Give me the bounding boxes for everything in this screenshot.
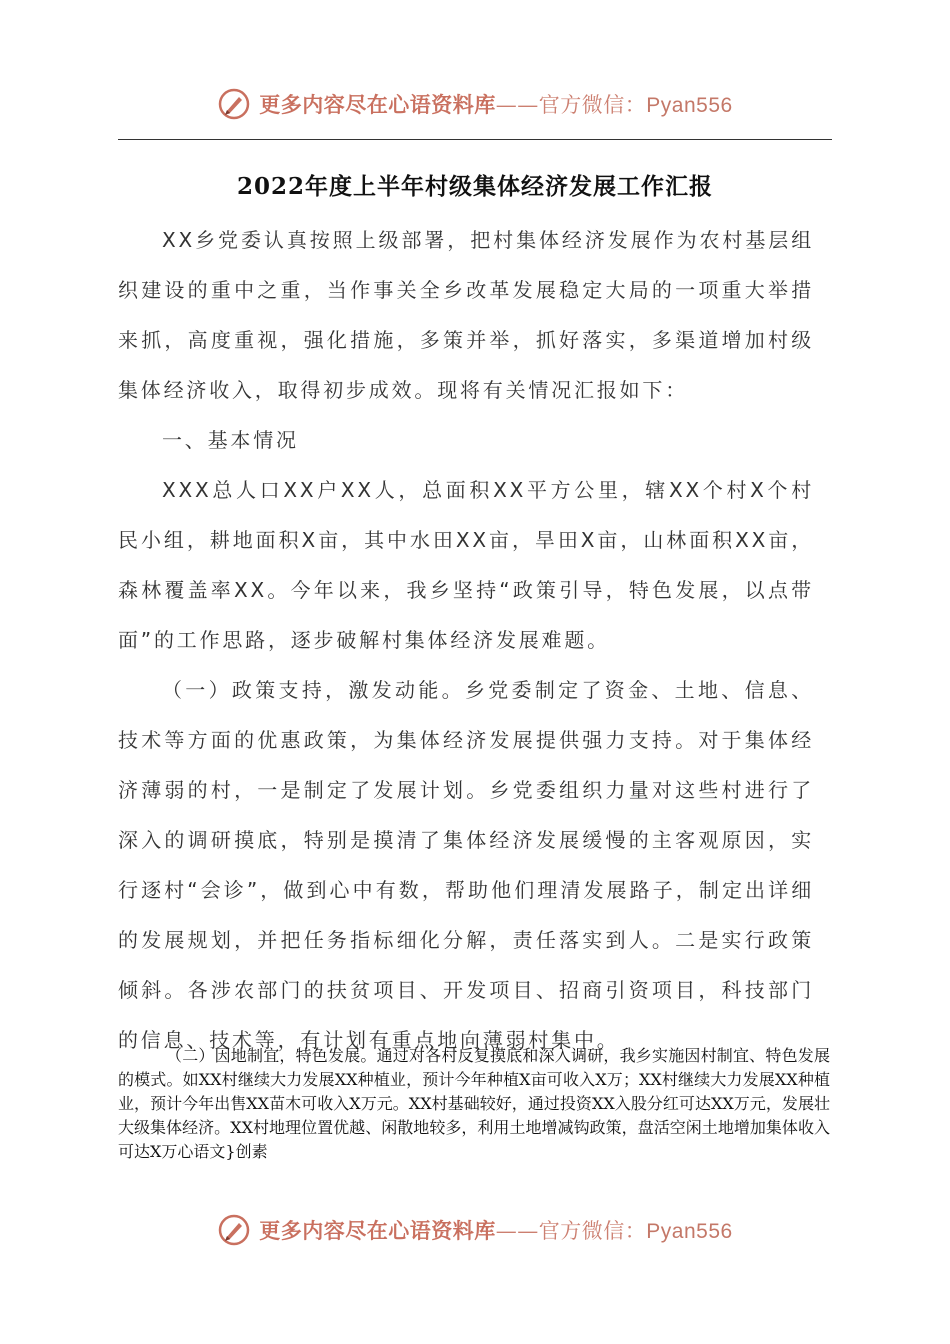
paragraph-intro: XX乡党委认真按照上级部署，把村集体经济发展作为农村基层组织建设的重中之重，当作事关全乡改革发展稳定大局的一项重大举措来抓，高度重视，强化措施，多策并举，抓好落实，多渠道增加村级集体经济收入，取得初步成效。现将有关情况汇报如下： <box>118 228 814 402</box>
document-body <box>118 215 814 1065</box>
watermark-text: 更多内容尽在心语资料库——官方微信：Pyan556 <box>259 1218 733 1243</box>
header-divider <box>118 139 832 140</box>
header-watermark <box>0 82 950 126</box>
pen-logo-icon <box>217 87 251 121</box>
document-small-body <box>118 1044 830 1164</box>
paragraph-local-conditions: （二）因地制宜，特色发展。通过对各村反复摸底和深入调研，我乡实施因村制宜、特色发展的模式。如XX村继续大力发展XX种植业，预计今年种植X亩可收入X万；XX村继续大力发展XX种植业，预计今年出售XX苗木可收入X万元。XX村基础较好，通过投资XX入股分红可达XX万元，发展壮大级集体经济。XX村地理位置优越、闲散地较多，利用土地增减钩政策，盘活空闲土地增加集体收入可达X万心语文}创素 <box>118 1046 830 1161</box>
footer-watermark <box>0 1208 950 1252</box>
section-heading: 一、基本情况 <box>162 428 299 452</box>
watermark-text: 更多内容尽在心语资料库——官方微信：Pyan556 <box>259 92 733 117</box>
document-title: 2022年度上半年村级集体经济发展工作汇报 <box>236 173 713 200</box>
paragraph-basic-info: XXX总人口XX户XX人，总面积XX平方公里，辖XX个村X个村民小组，耕地面积X亩，其中水田XX亩，旱田X亩，山林面积XX亩，森林覆盖率XX。今年以来，我乡坚持“政策引导，特色发展，以点带面”的工作思路，逐步破解村集体经济发展难题。 <box>118 478 814 652</box>
pen-logo-icon <box>217 1213 251 1247</box>
paragraph-policy-support: （一）政策支持，激发动能。乡党委制定了资金、土地、信息、技术等方面的优惠政策，为集体经济发展提供强力支持。对于集体经济薄弱的村，一是制定了发展计划。乡党委组织力量对这些村进行了深入的调研摸底，特别是摸清了集体经济发展缓慢的主客观原因，实行逐村“会诊”，做到心中有数，帮助他们理清发展路子，制定出详细的发展规划，并把任务指标细化分解，责任落实到人。二是实行政策倾斜。各涉农部门的扶贫项目、开发项目、招商引资项目，科技部门的信息、技术等，有计划有重点地向薄弱村集中。 <box>118 678 814 1052</box>
